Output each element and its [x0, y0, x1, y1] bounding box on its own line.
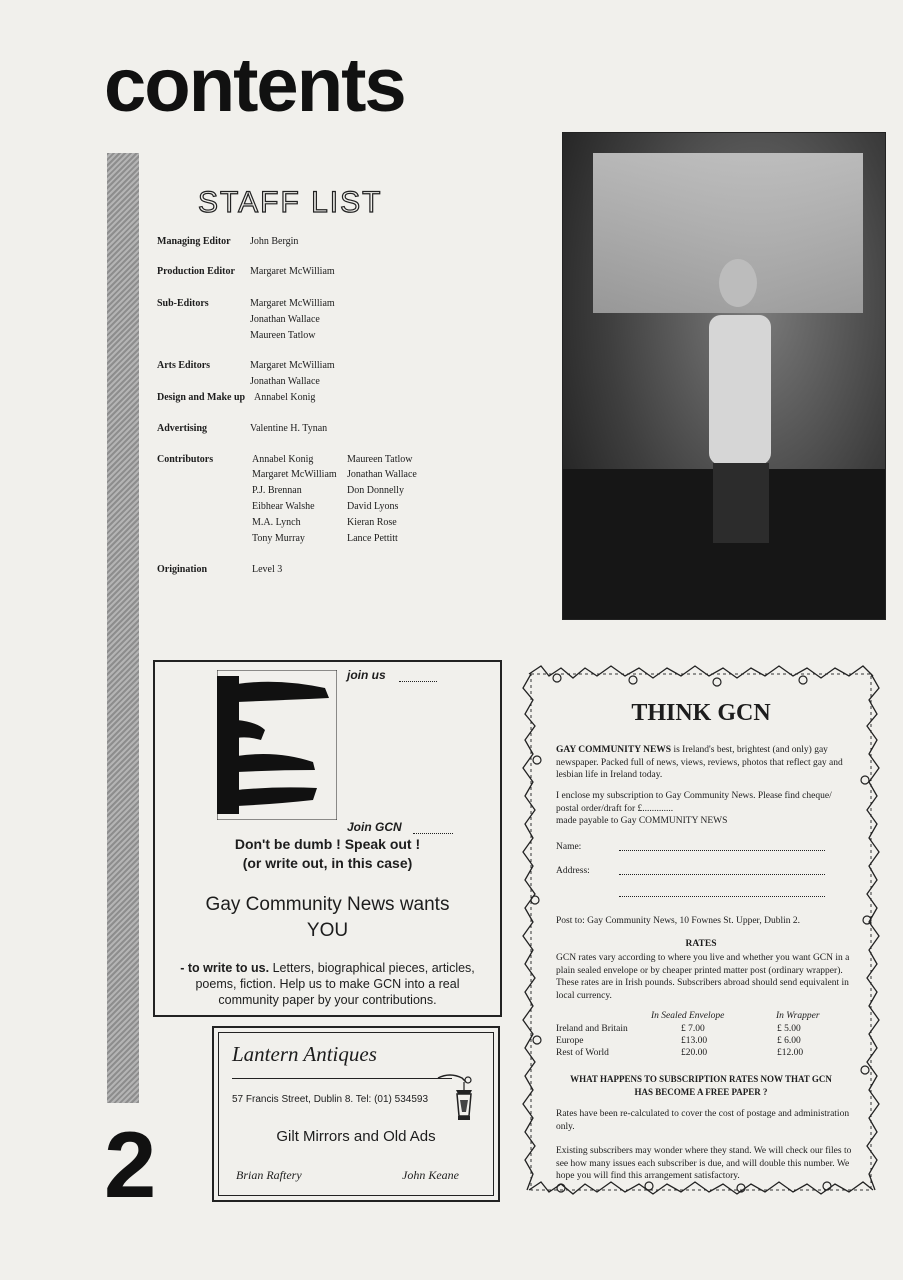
- staff-names-0: John Bergin: [250, 236, 299, 247]
- gcn-wants-you: YOU: [306, 920, 349, 941]
- answer-text-1: Rates have been re-calculated to cover the cost of postage and administration only.: [556, 1109, 850, 1132]
- signature-keane: John Keane: [402, 1168, 459, 1182]
- staff-names-8: Valentine H. Tynan: [250, 423, 328, 434]
- contributor-1-5: Tony Murray: [252, 533, 305, 544]
- think-gcn-heading: THINK GCN: [631, 700, 771, 726]
- lantern-rule: [232, 1078, 452, 1079]
- staff-names-2: Margaret McWilliam: [250, 298, 335, 309]
- contributor-2-3: David Lyons: [347, 501, 399, 512]
- staff-names-1: Margaret McWilliam: [250, 266, 335, 277]
- rate-region-1: Europe: [556, 1036, 584, 1046]
- rate-wrapper-0: £ 5.00: [777, 1024, 801, 1034]
- name-label: Name:: [556, 842, 582, 852]
- join-gcn-dotline: [413, 833, 453, 834]
- staff-names-4: Maureen Tatlow: [250, 330, 316, 341]
- contributor-2-4: Kieran Rose: [347, 517, 397, 528]
- contributor-2-1: Jonathan Wallace: [347, 469, 417, 480]
- contributor-2-0: Maureen Tatlow: [347, 454, 413, 465]
- staff-role-0: Managing Editor: [157, 236, 231, 247]
- col-envelope-header: In Sealed Envelope: [651, 1011, 725, 1021]
- join-gcn-label: Join GCN: [347, 820, 402, 834]
- rates-heading: RATES: [685, 939, 717, 949]
- staff-role-9: Contributors: [157, 454, 214, 465]
- dont-be-dumb: Don't be dumb ! Speak out !: [234, 836, 421, 852]
- rate-region-2: Rest of World: [556, 1048, 609, 1058]
- photo-person-head: [719, 259, 757, 307]
- contributor-1-3: Eibhear Walshe: [252, 501, 315, 512]
- party-photo: [562, 132, 886, 620]
- rate-envelope-0: £ 7.00: [681, 1024, 705, 1034]
- photo-person-legs: [713, 463, 769, 543]
- rate-wrapper-2: £12.00: [777, 1048, 804, 1058]
- address-field-line2[interactable]: [619, 896, 825, 897]
- contributor-2-5: Lance Pettitt: [347, 533, 398, 544]
- contributor-2-2: Don Donnelly: [347, 485, 404, 496]
- signature-raftery: Brian Raftery: [236, 1168, 302, 1182]
- contributor-1-1: Margaret McWilliam: [252, 469, 337, 480]
- gcn-intro: GAY COMMUNITY NEWS is Ireland's best, brightest (and only) gay newspaper. Packed full of news, views, reviews, photos that reflect gay and lesbian life in Ireland today.: [556, 745, 843, 780]
- join-us-dotline: [399, 681, 437, 682]
- hands-illustration: [217, 670, 337, 820]
- join-body-text: - to write to us. Letters, biographical pieces, articles, poems, fiction. Help us to make GCN into a real community paper by your contributions.: [180, 961, 475, 1007]
- lantern-antiques-ad: [212, 1026, 500, 1202]
- staff-names-5: Margaret McWilliam: [250, 360, 335, 371]
- staff-role-2: Sub-Editors: [157, 298, 209, 309]
- rate-envelope-1: £13.00: [681, 1036, 708, 1046]
- rate-wrapper-1: £ 6.00: [777, 1036, 801, 1046]
- address-field-line1[interactable]: [619, 874, 825, 875]
- think-gcn-box: [521, 660, 881, 1200]
- lantern-icon: [436, 1072, 480, 1128]
- payable-text: made payable to Gay COMMUNITY NEWS: [556, 816, 728, 826]
- lantern-address: 57 Francis Street, Dublin 8. Tel: (01) 534593: [232, 1094, 429, 1105]
- sidebar-bar: [107, 153, 139, 1103]
- free-paper-question: WHAT HAPPENS TO SUBSCRIPTION RATES NOW THAT GCN HAS BECOME A FREE PAPER ?: [570, 1074, 832, 1097]
- staff-role-10: Origination: [157, 564, 208, 575]
- contributor-1-2: P.J. Brennan: [252, 485, 302, 496]
- page-title: contents: [104, 43, 405, 128]
- staff-role-7: Design and Make up: [157, 392, 246, 403]
- address-label: Address:: [556, 866, 590, 876]
- contributor-1-0: Annabel Konig: [252, 454, 314, 465]
- name-field[interactable]: [619, 850, 825, 851]
- page-number: 2: [104, 1112, 157, 1217]
- rate-region-0: Ireland and Britain: [556, 1024, 628, 1034]
- staff-role-8: Advertising: [157, 423, 207, 434]
- join-us-label: join us: [347, 668, 386, 682]
- answer-text-2: Existing subscribers may wonder where they stand. We will check our files to see how many issues each subscriber is due, and will double this number. We hope you will find this arrangement satisfactory.: [556, 1146, 852, 1181]
- post-to-text: Post to: Gay Community News, 10 Fownes St. Upper, Dublin 2.: [556, 916, 800, 926]
- col-wrapper-header: In Wrapper: [776, 1011, 820, 1021]
- rates-text: GCN rates vary according to where you live and whether you want GCN in a plain sealed envelope or by cheaper printed matter post (ordinary wrapper). These rates are in Irish pounds. Subscribers abroad should send equivalent in local currency.: [556, 953, 850, 1001]
- staff-list-heading: STAFF LIST: [198, 186, 383, 219]
- lantern-tagline: Gilt Mirrors and Old Ads: [276, 1128, 436, 1145]
- staff-names-6: Jonathan Wallace: [250, 376, 320, 387]
- staff-names-7: Annabel Konig: [254, 392, 316, 403]
- enclose-text: I enclose my subscription to Gay Community News. Please find cheque/ postal order/draft for £.............: [556, 791, 832, 814]
- rate-envelope-2: £20.00: [681, 1048, 708, 1058]
- join-gcn-ad: [153, 660, 502, 1017]
- contributor-1-4: M.A. Lynch: [252, 517, 301, 528]
- staff-names-10: Level 3: [252, 564, 283, 575]
- lantern-name: Lantern Antiques: [232, 1042, 377, 1066]
- staff-role-1: Production Editor: [157, 266, 235, 277]
- staff-names-3: Jonathan Wallace: [250, 314, 320, 325]
- write-out: (or write out, in this case): [242, 855, 413, 871]
- gcn-wants: Gay Community News wants: [205, 894, 450, 915]
- staff-role-5: Arts Editors: [157, 360, 211, 371]
- photo-person-body: [709, 315, 771, 465]
